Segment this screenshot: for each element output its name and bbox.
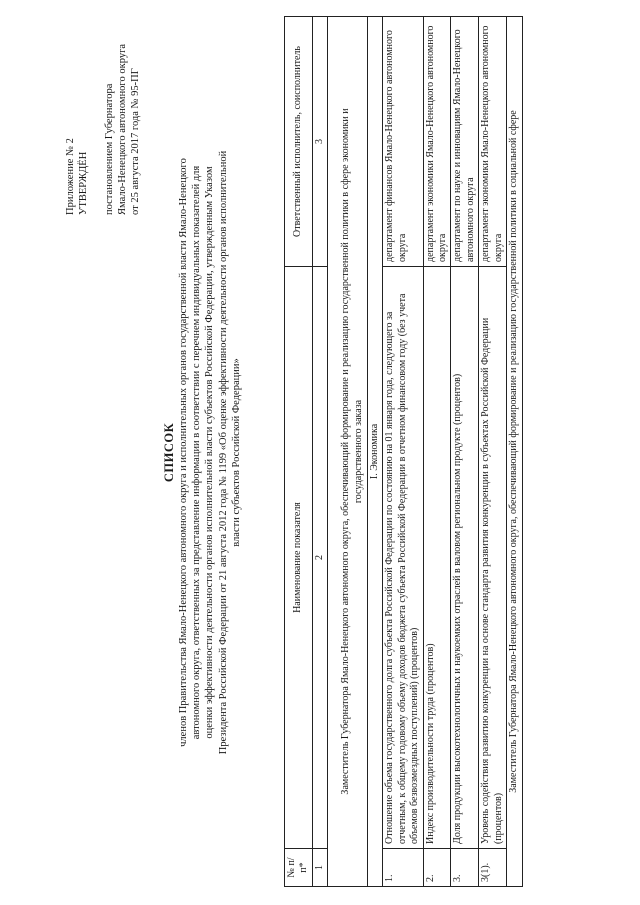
- approval-date: от 25 августа 2017 года № 95-ПГ: [130, 68, 141, 215]
- col-number: 1: [312, 849, 327, 887]
- row-executor: департамент финансов Ямало-Ненецкого автономного округа: [383, 17, 423, 267]
- group-row: [328, 17, 368, 887]
- group-heading: Заместитель Губернатора Ямало-Ненецкого автономного округа, обеспечивающий формирование и реализацию государственной политики в сфере экономики и государственного заказа: [328, 17, 368, 887]
- row-num: 3.: [451, 849, 479, 887]
- row-num: 2.: [423, 849, 451, 887]
- section-heading: I. Экономика: [368, 17, 383, 887]
- approval-line: постановлением Губернатора: [104, 83, 115, 215]
- section-row: [368, 17, 383, 887]
- approval-line: Ямало-Ненецкого автономного округа: [117, 43, 128, 215]
- row-name: Доля продукции высокотехнологичных и наукоемких отраслей в валовом региональном продукте (процентов): [451, 267, 479, 849]
- group-heading: Заместитель Губернатора Ямало-Ненецкого автономного округа, обеспечивающий формирование и реализацию государственной политики в социальной сфере: [507, 17, 522, 887]
- row-name: Уровень содействия развитию конкуренции на основе стандарта развития конкуренции в субъектах Российской Федерации (процентов): [479, 267, 507, 849]
- row-name: Отношение объема государственного долга субъекта Российской Федерации по состоянию на 01 января года, следующего за отчетным, к общему годовому объему доходов бюджета субъекта Российской Федерации в отчетном финансовом году (без учета объемов безвозмездных поступлений) (процентов): [383, 267, 423, 849]
- table-header-row: [285, 17, 313, 887]
- header-num: № п/п*: [285, 849, 313, 887]
- column-numbers-row: [312, 17, 327, 887]
- indicators-table: [284, 16, 523, 887]
- table-row: [423, 17, 451, 887]
- table-row: [383, 17, 423, 887]
- col-number: 2: [312, 267, 327, 849]
- row-name: Индекс производительности труда (процентов): [423, 267, 451, 849]
- row-executor: департамент по науке и инновациям Ямало-Ненецкого автономного округа: [451, 17, 479, 267]
- table-row: [451, 17, 479, 887]
- appendix-number: Приложение № 2: [65, 138, 76, 215]
- table-row: [479, 17, 507, 887]
- row-executor: департамент экономики Ямало-Ненецкого автономного округа: [479, 17, 507, 267]
- row-num: 1.: [383, 849, 423, 887]
- approved-label: УТВЕРЖДЁН: [78, 151, 89, 215]
- col-number: 3: [312, 17, 327, 267]
- document-title: СПИСОК: [162, 422, 176, 483]
- approval-block: [64, 44, 142, 215]
- header-name: Наименование показателя: [285, 267, 313, 849]
- row-num: 3(1).: [479, 849, 507, 887]
- header-executor: Ответственный исполнитель, соисполнитель: [285, 17, 313, 267]
- document-subtitle: членов Правительства Ямало-Ненецкого автономного округа и исполнительных органов государственной власти Ямало-Ненецкого автономного округа, ответственных за представление информации в соответствии с перечнем индивидуальных показателей для оценки эффективности деятельности органов исполнительной власти субъектов Российской Федерации, утвержденным Указом Президента Российской Федерации от 21 августа 2012 года № 1199 «Об оценке эффективности деятельности органов исполнительной власти субъектов Российской Федерации»: [178, 150, 242, 755]
- group-row: [507, 17, 522, 887]
- row-executor: департамент экономики Ямало-Ненецкого автономного округа: [423, 17, 451, 267]
